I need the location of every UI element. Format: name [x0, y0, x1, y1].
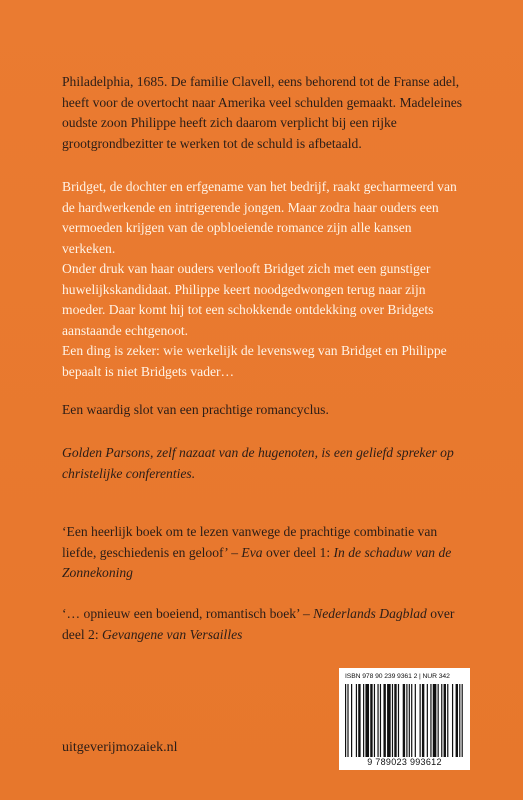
story-line-2: Onder druk van haar ouders verlooft Bridget zich met een gunstiger huwelijkskandidaat. Philippe keert noodgedwongen terug naar zijn moeder. Daar komt hij tot een schokkende ontdekking over Bridgets aanstaande echtgenoot.	[62, 261, 434, 338]
author-bio: Golden Parsons, zelf nazaat van de hugenoten, is een geliefd spreker op christelijke conferenties.	[62, 445, 454, 481]
quote-1-text: ‘Een heerlijk boek om te lezen vanwege de prachtige combinatie van liefde, geschiedenis en geloof’ –	[62, 524, 438, 560]
quote-1-source: Eva	[241, 544, 263, 560]
publisher-website: uitgeverijmozaiek.nl	[62, 740, 178, 755]
quote-2-middle: over deel 2:	[62, 606, 455, 642]
quote-2-source: Nederlands Dagblad	[313, 606, 427, 621]
story-line-3: Een ding is zeker: wie werkelijk de levensweg van Bridget en Philippe bepaalt is niet Bridgets vader…	[62, 343, 447, 379]
barcode-bars	[345, 684, 464, 758]
intro-paragraph: Philadelphia, 1685. De familie Clavell, eens behorend tot de Franse adel, heeft voor de overtocht naar Amerika veel schulden gemaakt. Madeleines oudste zoon Philippe heeft zich daarom verplicht bij een rijke grootgrondbezitter te werken tot de schuld is afbetaald.	[62, 74, 463, 151]
barcode-digits: 9 789023 993612	[345, 757, 464, 767]
review-quote-2	[62, 604, 467, 645]
isbn-nur-label: ISBN 978 90 239 9361 2 | NUR 342	[345, 673, 450, 680]
isbn-barcode	[339, 668, 470, 770]
quote-2-text: ‘… opnieuw een boeiend, romantisch boek’ –	[62, 606, 314, 621]
review-quote-1	[62, 522, 467, 584]
quote-1-title: In de schaduw van de Zonnekoning	[62, 544, 452, 580]
story-line-1: Bridget, de dochter en erfgename van het bedrijf, raakt gecharmeerd van de hardwerkende en intrigerende jongen. Maar zodra haar ouders een vermoeden krijgen van de opbloeiende romance zijn alle kansen verkeken.	[62, 179, 457, 256]
quote-2-title: Gevangene van Versailles	[102, 626, 243, 642]
story-paragraph	[62, 177, 467, 382]
quote-1-middle: over deel 1:	[262, 544, 334, 560]
closing-line: Een waardig slot van een prachtige romancyclus.	[62, 402, 329, 417]
